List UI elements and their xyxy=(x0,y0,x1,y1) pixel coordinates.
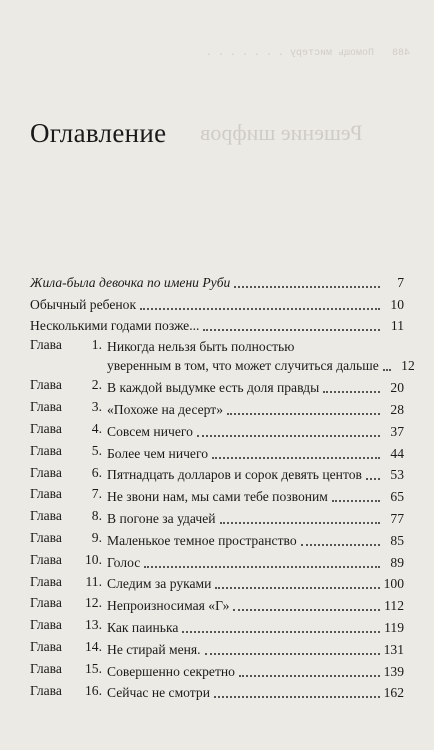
page-number: 162 xyxy=(383,685,404,701)
toc-entry xyxy=(30,292,404,314)
toc-entry xyxy=(30,572,404,594)
chapter-number: 5. xyxy=(91,442,102,458)
entry-title: Жила-была девочка по имени Руби xyxy=(30,274,231,290)
entry-title: Более чем ничего xyxy=(107,445,208,461)
chapter-number: 6. xyxy=(91,464,102,480)
dot-leader xyxy=(182,631,380,633)
dot-leader xyxy=(323,391,380,393)
dot-leader xyxy=(212,457,380,459)
page-number: 7 xyxy=(397,274,404,290)
chapter-label: Глава xyxy=(30,682,62,698)
chapter-number: 8. xyxy=(91,508,102,524)
chapter-label: Глава xyxy=(30,337,62,353)
toc-entry xyxy=(30,506,404,528)
page-number: 37 xyxy=(390,423,404,439)
toc-entry xyxy=(30,270,404,292)
chapter-number: 9. xyxy=(91,529,102,545)
toc-entry xyxy=(30,528,404,550)
toc-entry xyxy=(30,484,404,506)
page-number: 12 xyxy=(401,358,415,374)
dot-leader xyxy=(197,435,380,437)
table-of-contents xyxy=(30,270,415,702)
entry-title: Не стирай меня. xyxy=(107,641,201,657)
toc-entry xyxy=(30,375,404,397)
chapter-label: Глава xyxy=(30,551,62,567)
dot-leader xyxy=(332,500,380,502)
page-number: 10 xyxy=(390,296,404,312)
toc-entry xyxy=(30,681,404,703)
chapter-label: Глава xyxy=(30,486,62,502)
chapter-label: Глава xyxy=(30,399,62,415)
chapter-number: 7. xyxy=(91,486,102,502)
page-number: 53 xyxy=(390,467,404,483)
page-number: 11 xyxy=(390,318,404,334)
entry-title: Маленькое темное пространство xyxy=(107,532,297,548)
toc-entry xyxy=(30,335,415,375)
chapter-number: 14. xyxy=(85,638,102,654)
chapter-label: Глава xyxy=(30,529,62,545)
chapter-label: Глава xyxy=(30,617,62,633)
page-number: 77 xyxy=(390,510,404,526)
chapter-number: 2. xyxy=(91,377,102,393)
page-number: 89 xyxy=(390,554,404,570)
toc-entry xyxy=(30,397,404,419)
toc-entry xyxy=(30,615,404,637)
chapter-label: Глава xyxy=(30,508,62,524)
entry-title: Совершенно секретно xyxy=(107,663,235,679)
toc-entry xyxy=(30,419,404,441)
chapter-label: Глава xyxy=(30,464,62,480)
chapter-number: 11. xyxy=(85,573,102,589)
page-number: 131 xyxy=(383,641,404,657)
entry-title: Обычный ребенок xyxy=(30,296,137,312)
bleed-through-heading: Решение шифров xyxy=(200,120,363,145)
page-number: 28 xyxy=(390,401,404,417)
page-number: 119 xyxy=(384,619,404,635)
dot-leader xyxy=(366,478,380,480)
chapter-label: Глава xyxy=(30,442,62,458)
chapter-number: 4. xyxy=(91,420,102,436)
page-number: 112 xyxy=(384,598,404,614)
page-number: 20 xyxy=(390,380,404,396)
dot-leader xyxy=(140,308,380,310)
page-title: Оглавление xyxy=(30,118,167,148)
dot-leader xyxy=(301,544,380,546)
dot-leader xyxy=(144,566,380,568)
dot-leader xyxy=(233,609,380,611)
entry-title: В каждой выдумке есть доля правды xyxy=(107,380,320,396)
dot-leader xyxy=(215,587,379,589)
chapter-label: Глава xyxy=(30,660,62,676)
dot-leader xyxy=(205,653,380,655)
toc-entry xyxy=(30,441,404,463)
chapter-label: Глава xyxy=(30,638,62,654)
entry-title: Сейчас не смотри xyxy=(107,685,210,701)
entry-title: Следим за руками xyxy=(107,576,212,592)
entry-title-line1: Никогда нельзя быть полностью xyxy=(107,339,295,355)
dot-leader xyxy=(239,675,380,677)
chapter-label: Глава xyxy=(30,420,62,436)
dot-leader xyxy=(383,369,391,371)
dot-leader xyxy=(203,329,380,331)
chapter-number: 10. xyxy=(85,551,102,567)
entry-title: Голос xyxy=(107,554,141,570)
entry-title: Пятнадцать долларов и сорок девять центов xyxy=(107,467,362,483)
entry-title-line2: уверенным в том, что может случиться дальше xyxy=(107,358,379,374)
toc-entry xyxy=(30,550,404,572)
chapter-number: 12. xyxy=(85,595,102,611)
entry-title xyxy=(107,337,379,375)
page-number: 139 xyxy=(383,663,404,679)
dot-leader xyxy=(227,413,380,415)
entry-title: Как паинька xyxy=(107,619,179,635)
dot-leader xyxy=(214,696,380,698)
dot-leader xyxy=(220,522,380,524)
toc-entry xyxy=(30,463,404,485)
chapter-number: 3. xyxy=(91,399,102,415)
entry-title: Не звони нам, мы сами тебе позвоним xyxy=(107,489,328,505)
page-number: 44 xyxy=(390,445,404,461)
chapter-number: 15. xyxy=(85,660,102,676)
dot-leader xyxy=(234,286,380,288)
entry-title: В погоне за удачей xyxy=(107,510,216,526)
page-number: 85 xyxy=(390,532,404,548)
entry-title: Непроизносимая «Г» xyxy=(107,598,230,614)
page-number: 65 xyxy=(390,489,404,505)
chapter-number: 16. xyxy=(85,682,102,698)
entry-title: Несколькими годами позже... xyxy=(30,318,200,334)
bleed-through-text: 488 Помощь мистеру . . . . . . . xyxy=(205,48,410,59)
toc-entry xyxy=(30,659,404,681)
chapter-label: Глава xyxy=(30,595,62,611)
toc-entry xyxy=(30,637,404,659)
page-number: 100 xyxy=(383,576,404,592)
toc-entry xyxy=(30,314,404,336)
chapter-label: Глава xyxy=(30,573,62,589)
entry-title: «Похоже на десерт» xyxy=(107,401,224,417)
chapter-number: 13. xyxy=(85,617,102,633)
chapter-number: 1. xyxy=(91,337,102,353)
toc-entry xyxy=(30,593,404,615)
chapter-label: Глава xyxy=(30,377,62,393)
entry-title: Совсем ничего xyxy=(107,423,193,439)
